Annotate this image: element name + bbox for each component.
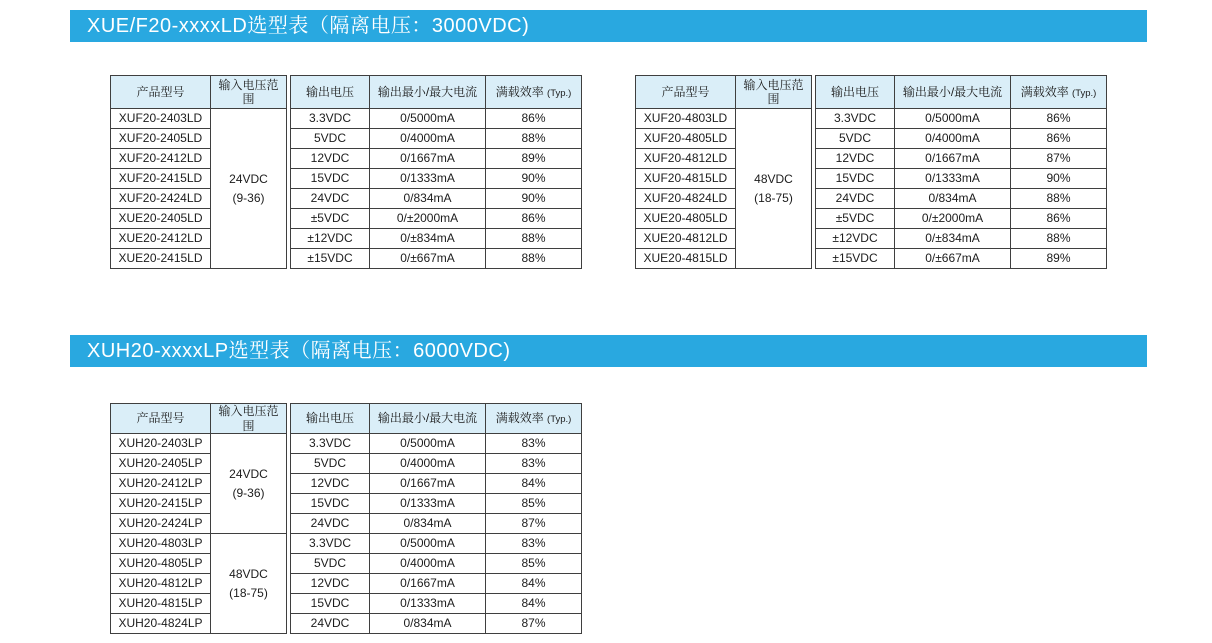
current-cell: 0/1333mA: [370, 594, 486, 614]
vout-cell: ±12VDC: [291, 229, 370, 249]
efficiency-cell: 85%: [486, 554, 582, 574]
model-cell: XUH20-2405LP: [111, 454, 211, 474]
efficiency-cell: 87%: [486, 514, 582, 534]
col-header-model: 产品型号: [111, 404, 211, 434]
efficiency-cell: 86%: [486, 209, 582, 229]
selection-table-24vdc-ld: [110, 75, 582, 269]
selection-table-xuh20-lp: [110, 403, 582, 634]
model-cell: XUH20-4812LP: [111, 574, 211, 594]
table-row: [816, 209, 1107, 229]
model-cell: XUF20-4803LD: [636, 109, 736, 129]
efficiency-cell: 87%: [1011, 149, 1107, 169]
current-cell: 0/4000mA: [895, 129, 1011, 149]
col-header-efficiency: 满载效率 (Typ.): [486, 76, 582, 109]
model-cell: XUH20-2415LP: [111, 494, 211, 514]
efficiency-cell: 90%: [486, 169, 582, 189]
table-row: [291, 109, 582, 129]
table-row: [816, 249, 1107, 269]
efficiency-cell: 87%: [486, 614, 582, 634]
efficiency-cell: 90%: [486, 189, 582, 209]
col-header-input-range: 输入电压范围: [736, 76, 812, 109]
model-cell: XUH20-2424LP: [111, 514, 211, 534]
vout-cell: 3.3VDC: [291, 534, 370, 554]
table-row: [291, 209, 582, 229]
vout-cell: 12VDC: [291, 574, 370, 594]
current-cell: 0/5000mA: [370, 534, 486, 554]
current-cell: 0/4000mA: [370, 454, 486, 474]
col-header-current: 输出最小/最大电流: [370, 404, 486, 434]
col-header-current: 输出最小/最大电流: [370, 76, 486, 109]
vout-cell: 5VDC: [291, 554, 370, 574]
efficiency-cell: 88%: [486, 229, 582, 249]
current-cell: 0/1667mA: [370, 149, 486, 169]
model-input-subtable: [635, 75, 812, 269]
vout-cell: 15VDC: [816, 169, 895, 189]
section-title-banner-xuef20: [70, 10, 1147, 42]
model-cell: XUH20-4805LP: [111, 554, 211, 574]
model-cell: XUF20-4824LD: [636, 189, 736, 209]
typ-label: (Typ.): [547, 87, 572, 99]
efficiency-cell: 86%: [1011, 129, 1107, 149]
vout-cell: 12VDC: [816, 149, 895, 169]
model-cell: XUF20-2403LD: [111, 109, 211, 129]
table-row: [291, 229, 582, 249]
vout-cell: 24VDC: [291, 189, 370, 209]
current-cell: 0/5000mA: [895, 109, 1011, 129]
section-title-banner-xuh20: [70, 335, 1147, 367]
table-row: [291, 574, 582, 594]
current-cell: 0/5000mA: [370, 109, 486, 129]
table-row: [291, 554, 582, 574]
model-cell: XUH20-4824LP: [111, 614, 211, 634]
model-cell: XUF20-4812LD: [636, 149, 736, 169]
model-input-subtable: [110, 403, 287, 634]
vout-cell: 12VDC: [291, 474, 370, 494]
vout-cell: ±15VDC: [291, 249, 370, 269]
current-cell: 0/1667mA: [370, 474, 486, 494]
table-row: [816, 229, 1107, 249]
col-header-vout: 输出电压: [816, 76, 895, 109]
model-cell: XUH20-2403LP: [111, 434, 211, 454]
vout-cell: 15VDC: [291, 594, 370, 614]
output-spec-subtable: [290, 403, 582, 634]
model-cell: XUE20-4812LD: [636, 229, 736, 249]
vout-cell: 3.3VDC: [291, 434, 370, 454]
vout-cell: 24VDC: [291, 514, 370, 534]
current-cell: 0/±834mA: [895, 229, 1011, 249]
vout-cell: 3.3VDC: [816, 109, 895, 129]
input-range-cell: 48VDC (18-75): [736, 109, 812, 269]
vout-cell: ±12VDC: [816, 229, 895, 249]
model-cell: XUH20-2412LP: [111, 474, 211, 494]
model-cell: XUF20-2424LD: [111, 189, 211, 209]
table-row: [291, 514, 582, 534]
current-cell: 0/834mA: [895, 189, 1011, 209]
vout-cell: 24VDC: [291, 614, 370, 634]
table-row: [291, 494, 582, 514]
col-header-input-range: 输入电压范围: [211, 404, 287, 434]
table-row: [111, 534, 287, 554]
table-row: [816, 189, 1107, 209]
table-row: [816, 129, 1107, 149]
table-row: [816, 169, 1107, 189]
model-cell: XUH20-4815LP: [111, 594, 211, 614]
col-header-vout: 输出电压: [291, 76, 370, 109]
typ-label: (Typ.): [1072, 87, 1097, 99]
model-cell: XUE20-2405LD: [111, 209, 211, 229]
section-title-text: XUH20-xxxxLP选型表（隔离电压：6000VDC): [87, 340, 511, 362]
current-cell: 0/1667mA: [895, 149, 1011, 169]
efficiency-cell: 83%: [486, 434, 582, 454]
input-range-cell: 24VDC (9-36): [211, 109, 287, 269]
table-row: [291, 434, 582, 454]
vout-cell: 12VDC: [291, 149, 370, 169]
table-row: [111, 109, 287, 129]
current-cell: 0/4000mA: [370, 129, 486, 149]
model-cell: XUE20-2415LD: [111, 249, 211, 269]
efficiency-cell: 83%: [486, 534, 582, 554]
efficiency-cell: 88%: [486, 129, 582, 149]
table-row: [291, 129, 582, 149]
model-cell: XUE20-4815LD: [636, 249, 736, 269]
col-header-vout: 输出电压: [291, 404, 370, 434]
col-header-model: 产品型号: [636, 76, 736, 109]
model-cell: XUF20-2405LD: [111, 129, 211, 149]
current-cell: 0/±2000mA: [895, 209, 1011, 229]
vout-cell: 24VDC: [816, 189, 895, 209]
current-cell: 0/834mA: [370, 189, 486, 209]
efficiency-cell: 86%: [486, 109, 582, 129]
col-header-efficiency: 满载效率 (Typ.): [486, 404, 582, 434]
current-cell: 0/±667mA: [370, 249, 486, 269]
input-range-cell: 24VDC (9-36): [211, 434, 287, 534]
efficiency-cell: 85%: [486, 494, 582, 514]
vout-cell: ±5VDC: [816, 209, 895, 229]
current-cell: 0/4000mA: [370, 554, 486, 574]
model-cell: XUE20-2412LD: [111, 229, 211, 249]
typ-label: (Typ.): [547, 414, 572, 426]
efficiency-cell: 84%: [486, 594, 582, 614]
efficiency-cell: 88%: [1011, 229, 1107, 249]
current-cell: 0/1333mA: [895, 169, 1011, 189]
col-header-current: 输出最小/最大电流: [895, 76, 1011, 109]
output-spec-subtable: [815, 75, 1107, 269]
current-cell: 0/834mA: [370, 514, 486, 534]
vout-cell: ±5VDC: [291, 209, 370, 229]
col-header-efficiency: 满载效率 (Typ.): [1011, 76, 1107, 109]
table-row: [291, 149, 582, 169]
table-row: [291, 594, 582, 614]
table-row: [111, 434, 287, 454]
efficiency-cell: 86%: [1011, 209, 1107, 229]
output-spec-subtable: [290, 75, 582, 269]
current-cell: 0/1333mA: [370, 494, 486, 514]
col-header-model: 产品型号: [111, 76, 211, 109]
table-row: [291, 249, 582, 269]
efficiency-cell: 88%: [1011, 189, 1107, 209]
efficiency-cell: 88%: [486, 249, 582, 269]
model-cell: XUF20-4815LD: [636, 169, 736, 189]
efficiency-cell: 84%: [486, 474, 582, 494]
current-cell: 0/±834mA: [370, 229, 486, 249]
current-cell: 0/5000mA: [370, 434, 486, 454]
current-cell: 0/±2000mA: [370, 209, 486, 229]
col-header-input-range: 输入电压范围: [211, 76, 287, 109]
table-row: [291, 474, 582, 494]
table-row: [291, 189, 582, 209]
input-range-cell: 48VDC (18-75): [211, 534, 287, 634]
table-row: [816, 109, 1107, 129]
vout-cell: 5VDC: [291, 129, 370, 149]
vout-cell: ±15VDC: [816, 249, 895, 269]
table-row: [291, 454, 582, 474]
selection-table-48vdc-ld: [635, 75, 1107, 269]
current-cell: 0/1333mA: [370, 169, 486, 189]
model-cell: XUF20-4805LD: [636, 129, 736, 149]
table-row: [291, 534, 582, 554]
model-cell: XUF20-2412LD: [111, 149, 211, 169]
vout-cell: 3.3VDC: [291, 109, 370, 129]
vout-cell: 5VDC: [816, 129, 895, 149]
table-row: [636, 109, 812, 129]
vout-cell: 15VDC: [291, 169, 370, 189]
model-cell: XUH20-4803LP: [111, 534, 211, 554]
current-cell: 0/834mA: [370, 614, 486, 634]
vout-cell: 15VDC: [291, 494, 370, 514]
efficiency-cell: 83%: [486, 454, 582, 474]
table-row: [816, 149, 1107, 169]
model-cell: XUE20-4805LD: [636, 209, 736, 229]
section-title-text: XUE/F20-xxxxLD选型表（隔离电压：3000VDC): [87, 15, 530, 37]
vout-cell: 5VDC: [291, 454, 370, 474]
model-cell: XUF20-2415LD: [111, 169, 211, 189]
table-row: [291, 614, 582, 634]
current-cell: 0/±667mA: [895, 249, 1011, 269]
model-input-subtable: [110, 75, 287, 269]
efficiency-cell: 86%: [1011, 109, 1107, 129]
current-cell: 0/1667mA: [370, 574, 486, 594]
table-row: [291, 169, 582, 189]
efficiency-cell: 90%: [1011, 169, 1107, 189]
efficiency-cell: 89%: [486, 149, 582, 169]
efficiency-cell: 84%: [486, 574, 582, 594]
efficiency-cell: 89%: [1011, 249, 1107, 269]
